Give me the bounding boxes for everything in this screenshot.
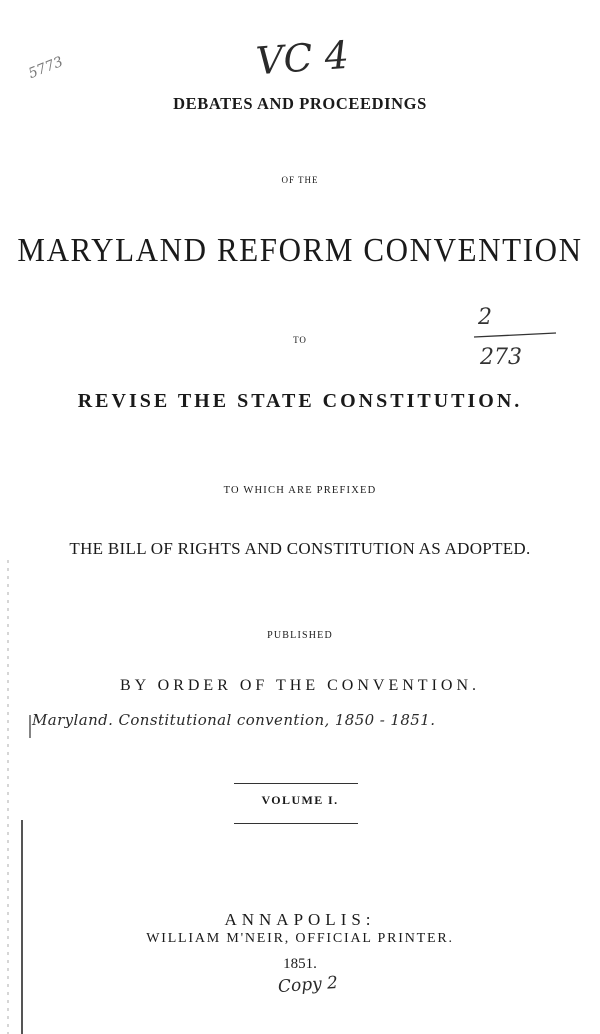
handwritten-copy-note: Copy 2 [277,972,339,998]
volume-rule-top [234,783,358,784]
handwritten-fraction-bottom: 273 [480,345,522,370]
title-of-the: OF THE [281,175,319,185]
title-heading: DEBATES AND PROCEEDINGS [173,94,427,113]
volume-rule-bottom [234,823,358,824]
imprint-printer: WILLIAM M'NEIR, OFFICIAL PRINTER. [146,931,454,946]
title-order: BY ORDER OF THE CONVENTION. [120,677,480,694]
title-prefixed: TO WHICH ARE PREFIXED [223,485,377,496]
title-to: TO [293,335,307,345]
imprint-place: ANNAPOLIS: [224,910,376,929]
title-purpose: REVISE THE STATE CONSTITUTION. [77,390,523,412]
imprint-year: 1851. [283,956,317,972]
handwritten-shelf-mark: VC 4 [254,32,351,84]
title-volume: VOLUME I. [261,793,339,807]
title-published: PUBLISHED [267,630,333,641]
handwritten-call-number: 5773 [26,53,66,83]
handwritten-subject-note: Maryland. Constitutional convention, 1850 - 1851. [32,711,436,729]
title-contents: THE BILL OF RIGHTS AND CONSTITUTION AS ADOPTED. [69,539,531,558]
handwritten-fraction-top: 2 [478,305,492,330]
main-title: MARYLAND REFORM CONVENTION [17,230,583,269]
